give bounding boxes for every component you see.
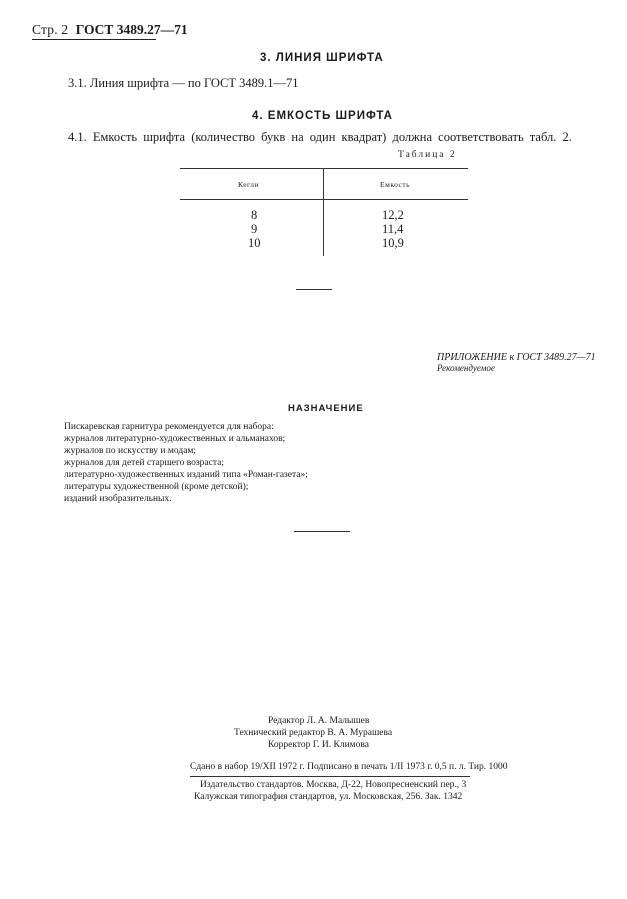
appendix-heading: НАЗНАЧЕНИЕ (288, 403, 364, 414)
appendix-line: изданий изобразительных. (64, 494, 172, 504)
imprint-rule (190, 776, 470, 777)
appendix-line: журналов для детей старшего возраста; (64, 458, 224, 468)
appendix-line: журналов литературно-художественных и альманахов; (64, 434, 286, 444)
imprint-line-3: Калужская типография стандартов, ул. Московская, 256. Зак. 1342 (194, 792, 463, 802)
appendix-title: ПРИЛОЖЕНИЕ к ГОСТ 3489.27—71 (437, 352, 596, 363)
section-3-title: 3. ЛИНИЯ ШРИФТА (260, 52, 384, 64)
credit-editor: Редактор Л. А. Малышев (268, 716, 370, 726)
table-cell: 9 (251, 222, 258, 236)
credit-corrector: Корректор Г. И. Климова (268, 740, 370, 750)
table-top-rule (180, 168, 468, 169)
table-header-size: Кегли (238, 180, 259, 189)
imprint-line-2: Издательство стандартов. Москва, Д-22, Новопресненский пер., 3 (200, 780, 467, 790)
header-underline (32, 39, 156, 40)
standard-number: ГОСТ 3489.27—71 (75, 22, 188, 37)
appendix-line: литературно-художественных изданий типа «Роман-газета»; (64, 470, 308, 480)
table-header-capacity: Емкость (380, 180, 411, 189)
credit-tech-editor: Технический редактор В. А. Мурашева (234, 728, 393, 738)
table-cell: 10,9 (382, 236, 404, 250)
page-header (32, 22, 188, 38)
table-caption: Таблица 2 (398, 150, 457, 160)
appendix-line: журналов по искусству и модам; (64, 446, 197, 456)
table-cell: 11,4 (382, 222, 404, 236)
appendix-subtitle: Рекомендуемое (437, 363, 495, 373)
imprint-line-1: Сдано в набор 19/XII 1972 г. Подписано в печать 1/II 1973 г. 0,5 п. л. Тир. 1000 (190, 762, 508, 772)
section-separator (296, 289, 332, 290)
section-4-title: 4. ЕМКОСТЬ ШРИФТА (252, 110, 393, 122)
table-header-rule (180, 199, 468, 200)
appendix-separator (294, 531, 350, 532)
page-number: Стр. 2 (32, 22, 69, 37)
section-3-item: 3.1. Линия шрифта — по ГОСТ 3489.1—71 (68, 76, 299, 90)
table-cell: 10 (248, 236, 261, 250)
appendix-line: Пискаревская гарнитура рекомендуется для набора: (64, 422, 274, 432)
appendix-line: литературы художественной (кроме детской); (64, 482, 249, 492)
table-cell: 12,2 (382, 208, 404, 222)
table-cell: 8 (251, 208, 258, 222)
table-column-divider (323, 168, 324, 256)
section-4-item: 4.1. Емкость шрифта (количество букв на один квадрат) должна соответствовать табл. 2. (68, 130, 572, 144)
